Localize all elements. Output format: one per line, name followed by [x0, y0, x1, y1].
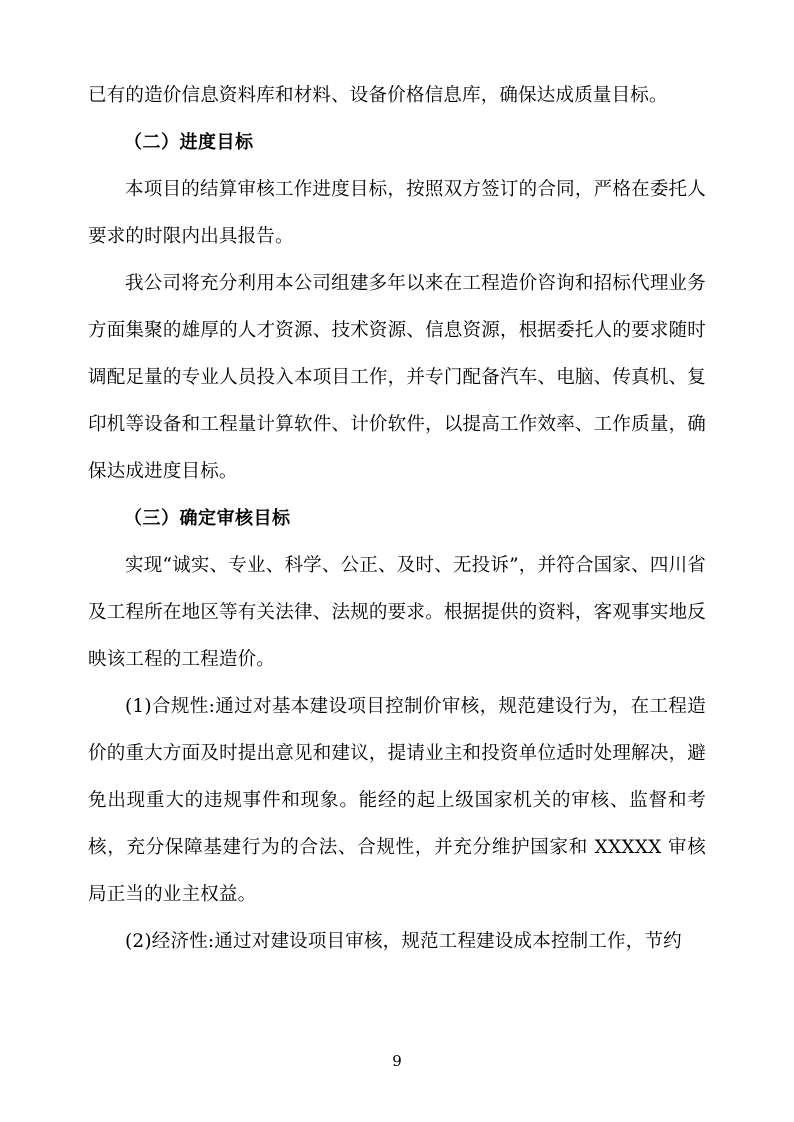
paragraph-compliance: (1)合规性:通过对基本建设项目控制价审核，规范建设行为，在工程造价的重大方面及时提出意见和建议，提请业主和投资单位适时处理解决，避免出现重大的违规事件和现象。能经的起上级国家机关的审核、监督和考核，充分保障基建行为的合法、合规性，并充分维护国家和 XXXXX 审核局正当的业主权益。 — [88, 696, 706, 905]
section-heading-audit-goal: （三）确定审核目标 — [124, 508, 291, 529]
page-number: 9 — [392, 1052, 402, 1070]
section-heading-progress-goal: （二）进度目标 — [124, 132, 254, 153]
paragraph-progress-goal-2: 我公司将充分利用本公司组建多年以来在工程造价咨询和招标代理业务方面集聚的雄厚的人才资源、技术资源、信息资源，根据委托人的要求随时调配足量的专业人员投入本项目工作，并专门配备汽车、电脑、传真机、复印机等设备和工程量计算软件、计价软件，以提高工作效率、工作质量，确保达成进度目标。 — [88, 273, 706, 482]
paragraph-economy: (2)经济性:通过对建设项目审核，规范工程建设成本控制工作，节约 — [125, 931, 682, 952]
paragraph-continuation: 已有的造价信息资料库和材料、设备价格信息库，确保达成质量目标。 — [88, 85, 668, 106]
paragraph-progress-goal-1: 本项目的结算审核工作进度目标，按照双方签订的合同，严格在委托人要求的时限内出具报告。 — [88, 179, 706, 247]
paragraph-audit-goal-1: 实现“诚实、专业、科学、公正、及时、无投诉”，并符合国家、四川省及工程所在地区等有关法律、法规的要求。根据提供的资料，客观事实地反映该工程的工程造价。 — [88, 555, 706, 670]
document-body — [88, 72, 706, 965]
